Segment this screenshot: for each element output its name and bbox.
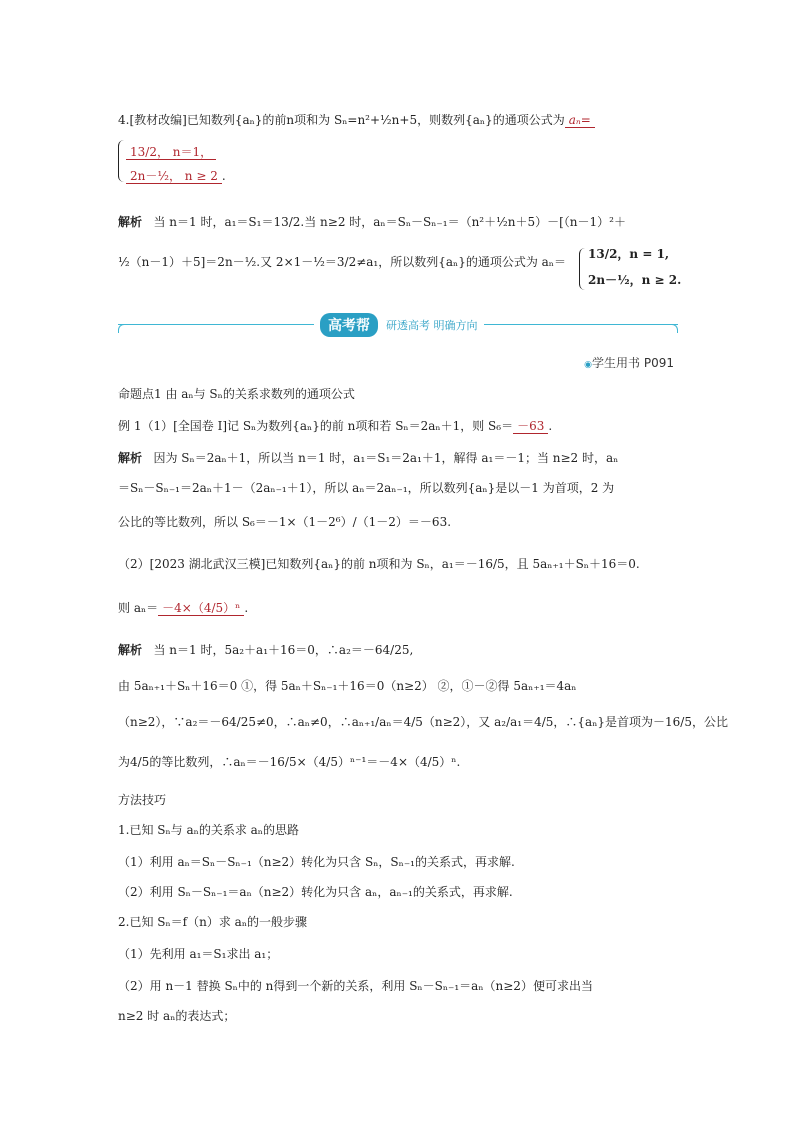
- banner-cap-right: [669, 324, 678, 333]
- example-1-part-2-solution-2: 由 5aₙ₊₁＋Sₙ＋16＝0 ①，得 5aₙ＋Sₙ₋₁＋16＝0（n≥2） ②，①－②得 5aₙ₊₁＝4aₙ: [118, 679, 577, 693]
- example-1-part-2-solution-3: （n≥2），∵a₂＝－64/25≠0，∴aₙ≠0，∴aₙ₊₁/aₙ＝4/5（n≥2），又 a₂/a₁＝4/5，∴{aₙ}是首项为－16/5，公比: [118, 715, 728, 729]
- banner-sub-label: 研透高考 明确方向: [386, 319, 478, 332]
- answer-brace: [118, 140, 125, 182]
- answer-end: .: [244, 601, 249, 615]
- banner-badge: [314, 314, 484, 336]
- case-1-text: 13/2， n＝1，: [126, 145, 216, 160]
- method-para-4: （2）用 n－1 替换 Sₙ中的 n得到一个新的关系，利用 Sₙ－Sₙ₋₁＝aₙ（n≥2）便可求出当: [118, 979, 593, 993]
- method-heading-2: 2.已知 Sₙ＝f（n）求 aₙ的一般步骤: [118, 915, 308, 929]
- example-1-sol-text-1: 因为 Sₙ＝2aₙ＋1，所以当 n＝1 时，a₁＝S₁＝2a₁＋1，解得 a₁＝－1；当 n≥2 时，aₙ: [153, 451, 619, 465]
- solution-label: 解析: [118, 643, 143, 657]
- problem-4-line: [118, 112, 595, 128]
- solution-4-text-1: 当 n＝1 时，a₁＝S₁＝13/2.当 n≥2 时，aₙ＝Sₙ－Sₙ₋₁＝（n²＋½n＋5）－[（n－1）²＋: [153, 215, 626, 229]
- solution-4-case-2: 2n－½，n ≥ 2.: [588, 273, 682, 287]
- reference-text: 学生用书 P091: [592, 356, 674, 370]
- solution-4-line-2: [118, 254, 566, 270]
- example-1-part-2: （2）[2023 湖北武汉三模]已知数列{aₙ}的前 n项和为 Sₙ，a₁＝－16/5，且 5aₙ₊₁＋Sₙ＋16＝0.: [118, 557, 640, 571]
- example-1-part-2-solution-4: 为4/5的等比数列，∴aₙ＝－16/5×（4/5）ⁿ⁻¹＝－4×（4/5）ⁿ.: [118, 755, 461, 769]
- topic-heading: 命题点1 由 aₙ与 Sₙ的关系求数列的通项公式: [118, 387, 355, 401]
- banner-main-label: 高考帮: [320, 313, 378, 337]
- example-1-part-2-solution-1: [118, 642, 413, 658]
- solution-label: 解析: [118, 451, 143, 465]
- method-title: 方法技巧: [118, 793, 167, 807]
- example-1-solution-2: ＝Sₙ－Sₙ₋₁＝2aₙ＋1－（2aₙ₋₁＋1），所以 aₙ＝2aₙ₋₁，所以数列{aₙ}是以－1 为首项，2 为: [118, 481, 615, 495]
- method-para-5: n≥2 时 aₙ的表达式；: [118, 1009, 236, 1023]
- section-banner: [118, 314, 678, 338]
- answer-lead: 则 aₙ＝: [118, 601, 159, 615]
- case-end: .: [221, 169, 226, 183]
- method-para-2: （2）利用 Sₙ－Sₙ₋₁＝aₙ（n≥2）转化为只含 aₙ，aₙ₋₁的关系式，再求解.: [118, 885, 513, 899]
- method-heading-1: 1.已知 Sₙ与 aₙ的关系求 aₙ的思路: [118, 823, 299, 837]
- banner-cap-left: [118, 324, 127, 333]
- part-2-sol-text-1: 当 n＝1 时，5a₂＋a₁＋16＝0，∴a₂＝－64/25,: [153, 643, 414, 657]
- example-1-part-2-answer-line: [118, 600, 248, 616]
- example-1-answer-2: －4×（4/5）ⁿ: [158, 601, 244, 616]
- solution-4-case-1: 13/2，n = 1,: [588, 247, 670, 261]
- example-1-end: .: [548, 419, 553, 433]
- problem-4-case-2: [126, 168, 226, 184]
- problem-4-case-1: [126, 144, 216, 160]
- solution-label: 解析: [118, 215, 143, 229]
- method-para-1: （1）利用 aₙ＝Sₙ－Sₙ₋₁（n≥2）转化为只含 Sₙ，Sₙ₋₁的关系式，再求解.: [118, 855, 515, 869]
- example-1-line-1: [118, 418, 552, 434]
- example-1-solution-3: 公比的等比数列，所以 S₆＝－1×（1－2⁶）/（1－2）＝－63.: [118, 515, 452, 529]
- method-para-3: （1）先利用 a₁＝S₁求出 a₁；: [118, 947, 279, 961]
- solution-4-line-1: [118, 214, 626, 230]
- problem-4-text: 4.[教材改编]已知数列{aₙ}的前n项和为 Sₙ=n²+½n+5，则数列{aₙ}的通项公式为: [118, 113, 565, 127]
- example-1-solution-1: [118, 450, 618, 466]
- problem-4-answer-head: aₙ=: [565, 113, 595, 128]
- case-2-text: 2n－½， n ≥ 2: [126, 169, 222, 184]
- example-1-answer-1: －63: [513, 419, 548, 434]
- solution-4-text-2: ½（n－1）＋5]＝2n－½.又 2×1－½＝3/2≠a₁，所以数列{aₙ}的通项公式为 aₙ＝: [118, 255, 566, 269]
- solution-brace: [579, 248, 586, 290]
- bullet-dot-icon: ◉: [584, 360, 593, 370]
- reference-note: [584, 354, 674, 371]
- example-1-text: 例 1（1）[全国卷 I]记 Sₙ为数列{aₙ}的前 n项和若 Sₙ＝2aₙ＋1，则 S₆＝: [118, 419, 514, 433]
